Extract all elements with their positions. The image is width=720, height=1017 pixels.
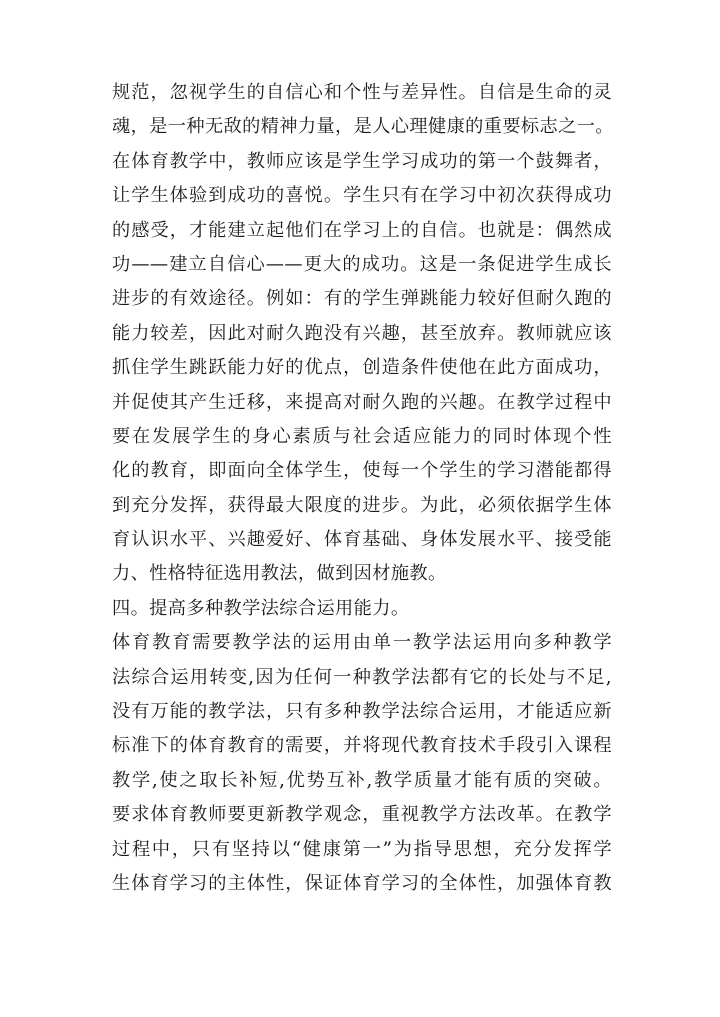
- text-line: 没有万能的教学法，只有多种教学法综合运用，才能适应新: [112, 701, 612, 723]
- text-line: 力、性格特征选用教法，做到因材施教。: [112, 563, 447, 585]
- text-line: 魂，是一种无敌的精神力量，是人心理健康的重要标志之一。: [112, 116, 614, 138]
- text-line: 并促使其产生迁移，来提高对耐久跑的兴趣。在教学过程中: [112, 391, 612, 413]
- text-line: 抓住学生跳跃能力好的优点，创造条件使他在此方面成功，: [112, 357, 612, 379]
- text-line: 体育教育需要教学法的运用由单一教学法运用向多种教学: [112, 632, 612, 654]
- text-line: 能力较差，因此对耐久跑没有兴趣，甚至放弃。教师就应该: [112, 322, 612, 344]
- text-line: 要求体育教师要更新教学观念，重视教学方法改革。在教学: [112, 804, 612, 826]
- text-line: 的感受，才能建立起他们在学习上的自信。也就是：偶然成: [112, 219, 612, 241]
- text-line: 让学生体验到成功的喜悦。学生只有在学习中初次获得成功: [112, 185, 612, 207]
- text-line: 功——建立自信心——更大的成功。这是一条促进学生成长: [112, 253, 612, 275]
- text-line: 到充分发挥，获得最大限度的进步。为此，必须依据学生体: [112, 494, 612, 516]
- section-heading: 四。提高多种教学法综合运用能力。: [112, 597, 410, 619]
- text-line: 生体育学习的主体性，保证体育学习的全体性，加强体育教: [112, 872, 612, 894]
- text-line: 化的教育，即面向全体学生，使每一个学生的学习潜能都得: [112, 460, 612, 482]
- body-text: [112, 76, 612, 901]
- text-line: 在体育教学中，教师应该是学生学习成功的第一个鼓舞者，: [112, 150, 612, 172]
- text-line: 法综合运用转变,因为任何一种教学法都有它的长处与不足,: [112, 666, 612, 688]
- text-line: 要在发展学生的身心素质与社会适应能力的同时体现个性: [112, 425, 612, 447]
- text-line: 教学,使之取长补短,优势互补,教学质量才能有质的突破。: [112, 769, 612, 791]
- text-line: 过程中，只有坚持以“健康第一”为指导思想，充分发挥学: [112, 838, 612, 860]
- text-line: 规范，忽视学生的自信心和个性与差异性。自信是生命的灵: [112, 82, 612, 103]
- text-line: 进步的有效途径。例如：有的学生弹跳能力较好但耐久跑的: [112, 288, 612, 310]
- text-line: 育认识水平、兴趣爱好、体育基础、身体发展水平、接受能: [112, 529, 612, 551]
- text-line: 标准下的体育教育的需要，并将现代教育技术手段引入课程: [112, 735, 612, 757]
